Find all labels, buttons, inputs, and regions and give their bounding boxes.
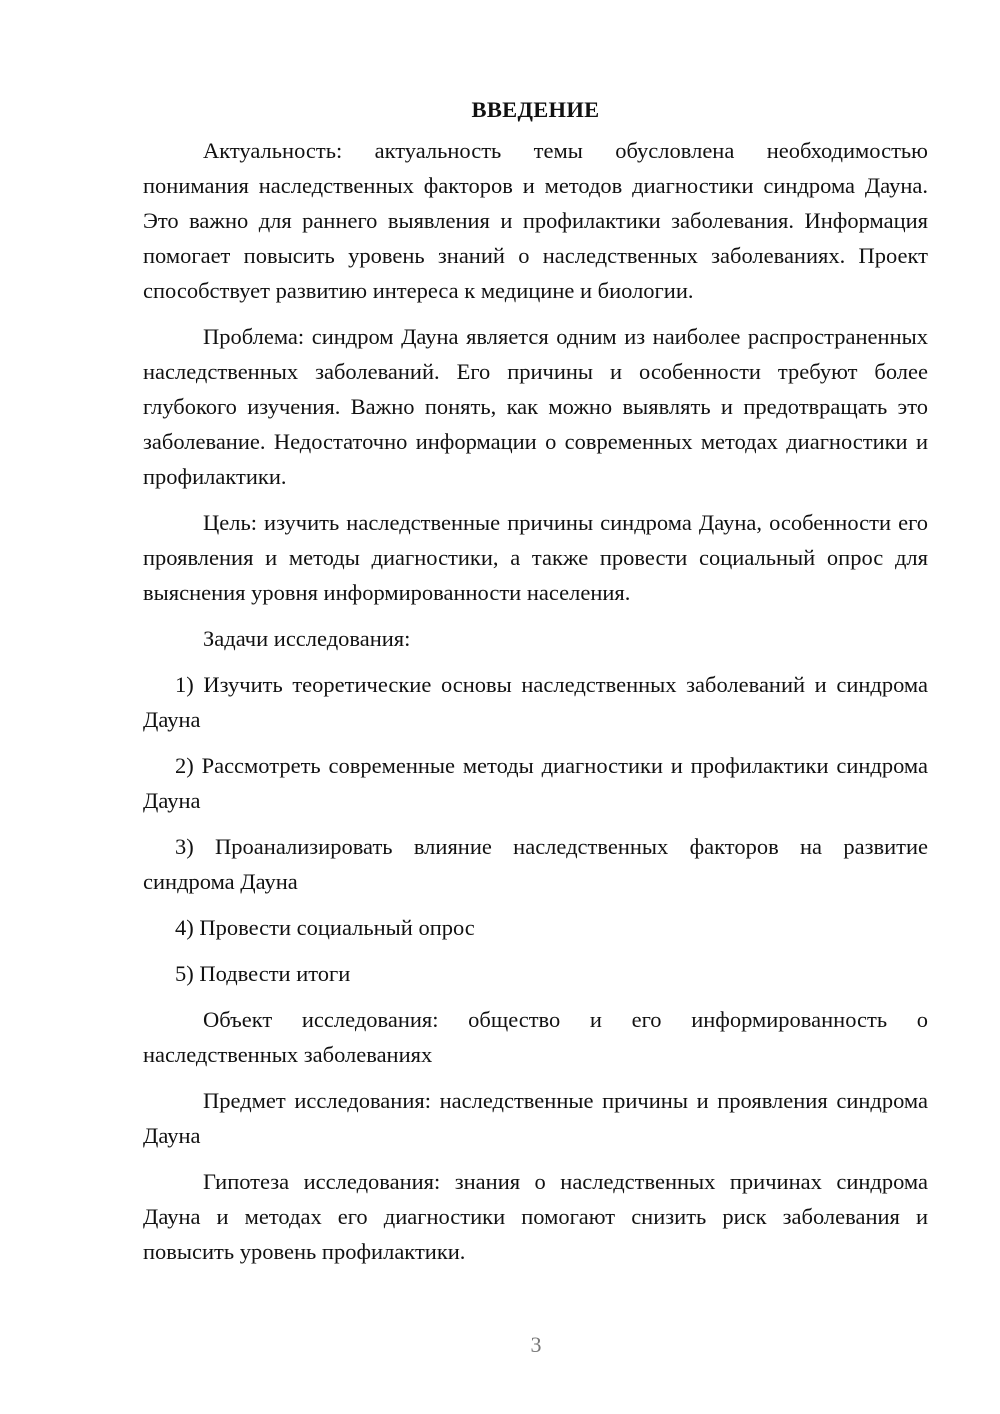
task-item: 3) Проанализировать влияние наследственных факторов на развитие синдрома Дауна	[143, 834, 928, 894]
problem-paragraph: Проблема: синдром Дауна является одним из наиболее распространенных наследственных заболеваний. Его причины и особенности требуют более глубокого изучения. Важно понять, как можно выявлять и предотвращать это заболевание. Недостаточно информации о современных методах диагностики и профилактики.	[143, 324, 928, 489]
page-content	[143, 92, 928, 1280]
relevance-paragraph: Актуальность: актуальность темы обусловлена необходимостью понимания наследственных факторов и методов диагностики синдрома Дауна. Это важно для раннего выявления и профилактики заболевания. Информация помогает повысить уровень знаний о наследственных заболеваниях. Проект способствует развитию интереса к медицине и биологии.	[143, 138, 928, 303]
page-title: ВВЕДЕНИЕ	[471, 97, 600, 122]
task-item: 5) Подвести итоги	[175, 961, 351, 986]
research-object-paragraph: Объект исследования: общество и его информированность о наследственных заболеваниях	[143, 1007, 928, 1067]
task-item: 1) Изучить теоретические основы наследственных заболеваний и синдрома Дауна	[143, 672, 928, 732]
research-subject-paragraph: Предмет исследования: наследственные причины и проявления синдрома Дауна	[143, 1088, 928, 1148]
hypothesis-paragraph: Гипотеза исследования: знания о наследственных причинах синдрома Дауна и методах его диагностики помогают снизить риск заболевания и повысить уровень профилактики.	[143, 1169, 928, 1264]
page-number: 3	[530, 1332, 542, 1357]
task-item: 4) Провести социальный опрос	[175, 915, 475, 940]
task-item: 2) Рассмотреть современные методы диагностики и профилактики синдрома Дауна	[143, 753, 928, 813]
tasks-heading: Задачи исследования:	[203, 626, 411, 651]
goal-paragraph: Цель: изучить наследственные причины синдрома Дауна, особенности его проявления и методы диагностики, а также провести социальный опрос для выяснения уровня информированности населения.	[143, 510, 928, 605]
